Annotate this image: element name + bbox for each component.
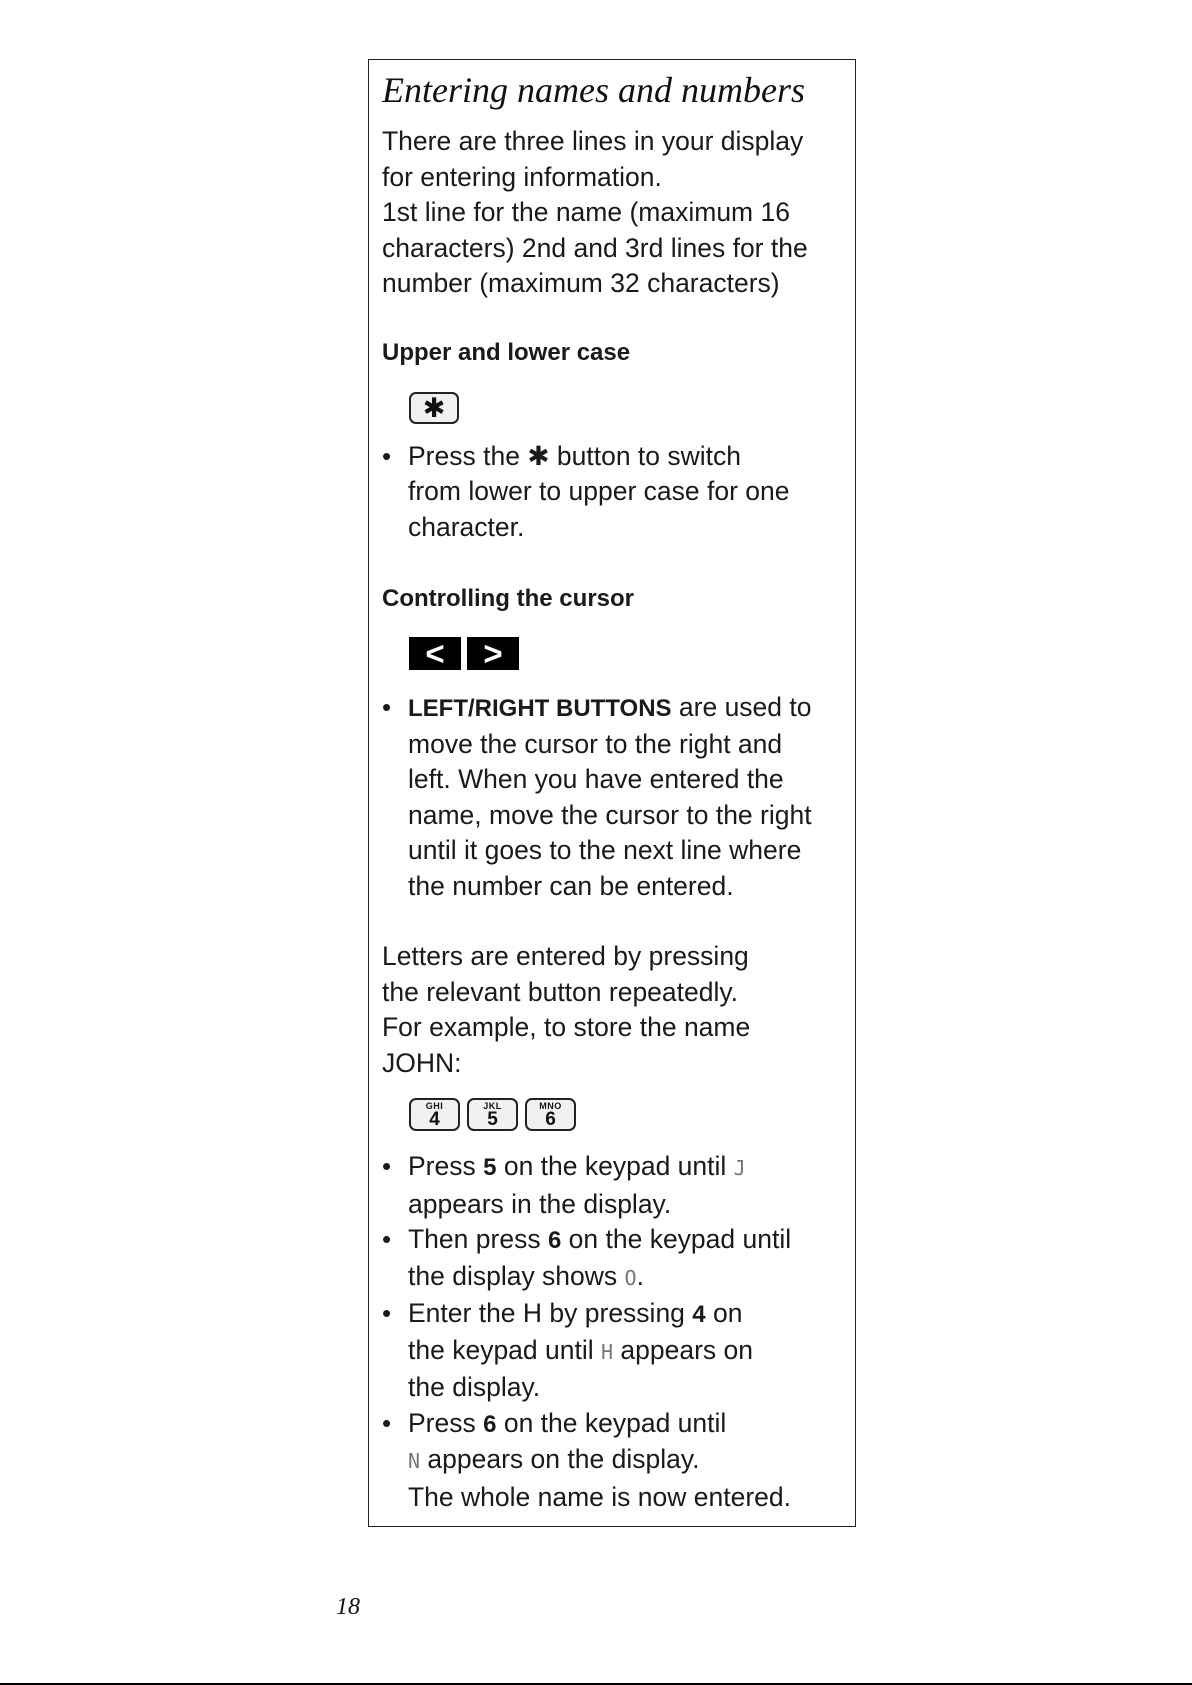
- bold-digit: 6: [547, 1227, 562, 1254]
- paragraph-line: JOHN:: [382, 1047, 462, 1078]
- bold-digit: 6: [483, 1410, 497, 1438]
- intro-line: characters) 2nd and 3rd lines for the: [382, 232, 808, 263]
- bullet-text: appears in the display.: [408, 1188, 672, 1219]
- bullet-text: Then press: [408, 1224, 548, 1254]
- display-character: H: [601, 1339, 614, 1364]
- key-letters: JKL: [483, 1101, 502, 1111]
- paragraph-line: Letters are entered by pressing: [382, 941, 749, 971]
- bullet-text: appears on: [613, 1334, 754, 1365]
- bullet-text: the display shows: [408, 1260, 625, 1291]
- key-letters: GHI: [425, 1101, 444, 1111]
- bold-digit: 4: [692, 1301, 706, 1328]
- paragraph-line: For example, to store the name: [382, 1012, 751, 1042]
- paragraph-line: the relevant button repeatedly.: [382, 976, 739, 1007]
- display-character: J: [733, 1156, 746, 1180]
- key-digit: 4: [429, 1109, 440, 1130]
- instruction-box: [368, 59, 856, 1527]
- star-key-icon: ✱: [409, 392, 459, 424]
- keypad-keys-illustration: [409, 1098, 847, 1131]
- section-title: Entering names and numbers: [382, 70, 805, 110]
- bullet-text: until it goes to the next line where: [408, 835, 802, 865]
- star-key-illustration: [409, 392, 847, 424]
- cursor-instructions: [382, 690, 847, 904]
- bullet-text: Press: [408, 1407, 484, 1438]
- intro-line: 1st line for the name (maximum 16: [382, 197, 790, 227]
- upper-lower-instructions: [382, 439, 847, 546]
- intro-paragraph: [382, 124, 847, 302]
- bullet-text: The whole name is now entered.: [408, 1481, 791, 1512]
- bullet-text: Press the: [408, 440, 528, 471]
- list-item: [382, 1149, 847, 1222]
- list-item: [382, 1296, 847, 1406]
- bullet-text: the display.: [408, 1372, 541, 1402]
- bold-term: LEFT/RIGHT BUTTONS: [408, 695, 672, 722]
- key-digit: 6: [545, 1109, 556, 1130]
- arrow-keys-illustration: [409, 637, 847, 670]
- bullet-text: Enter the H by pressing: [408, 1298, 693, 1328]
- star-glyph-icon: ✱: [527, 440, 550, 471]
- upper-lower-heading: Upper and lower case: [382, 338, 631, 366]
- bullet-text: character.: [408, 511, 525, 542]
- display-character: O: [624, 1265, 637, 1290]
- cursor-heading: Controlling the cursor: [382, 585, 634, 612]
- bullet-text: move the cursor to the right and: [408, 728, 783, 759]
- letters-paragraph: [382, 939, 847, 1081]
- page-number: 18: [336, 1594, 360, 1620]
- john-steps: [382, 1149, 847, 1515]
- right-arrow-icon: >: [467, 637, 519, 670]
- list-item: [382, 690, 847, 904]
- bullet-text: on the keypad until: [561, 1224, 792, 1254]
- bullet-text: Press: [408, 1151, 484, 1181]
- key-digit: 5: [487, 1109, 498, 1130]
- bullet-text: on the keypad until: [496, 1151, 734, 1181]
- bullet-text: are used to: [671, 692, 812, 722]
- intro-line: number (maximum 32 characters): [382, 268, 780, 298]
- instruction-content: [382, 60, 847, 1515]
- key-4-icon: [409, 1098, 460, 1131]
- bullet-text: on: [705, 1298, 743, 1328]
- bullet-text: left. When you have entered the: [408, 764, 784, 794]
- bullet-text: appears on the display.: [420, 1444, 700, 1474]
- key-5-icon: [467, 1098, 518, 1131]
- bullet-text: from lower to upper case for one: [408, 476, 790, 506]
- key-6-icon: [525, 1098, 576, 1131]
- list-item: [382, 1222, 847, 1296]
- bullet-text: button to switch: [549, 440, 742, 471]
- bullet-text: the keypad until: [408, 1334, 601, 1365]
- key-letters: MNO: [539, 1101, 562, 1111]
- intro-line: for entering information.: [382, 161, 662, 192]
- bullet-text: on the keypad until: [496, 1407, 727, 1438]
- display-character: N: [408, 1449, 421, 1473]
- left-arrow-icon: <: [409, 637, 461, 670]
- list-item: [382, 439, 847, 546]
- bold-digit: 5: [483, 1154, 497, 1181]
- list-item: [382, 1406, 847, 1516]
- intro-line: There are three lines in your display: [382, 126, 804, 156]
- bullet-text: .: [636, 1260, 644, 1291]
- bullet-text: name, move the cursor to the right: [408, 799, 812, 830]
- bullet-text: the number can be entered.: [408, 870, 734, 901]
